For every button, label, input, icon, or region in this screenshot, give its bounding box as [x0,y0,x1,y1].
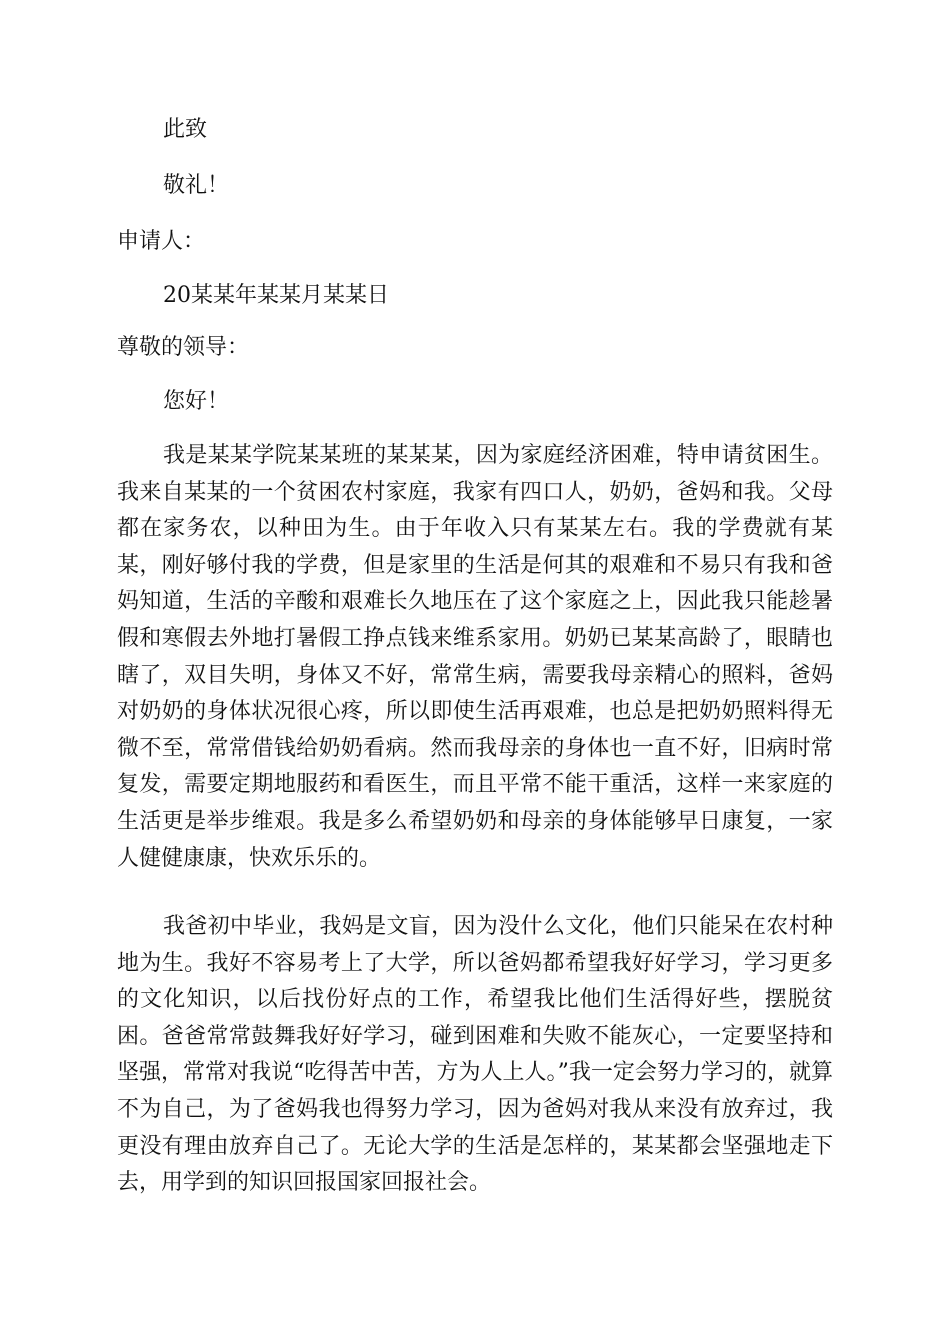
salutation: 尊敬的领导： [117,335,250,360]
applicant-label: 申请人： [117,229,206,254]
closing-line-1: 此致 [163,117,208,142]
closing-line-2: 敬礼！ [163,173,230,198]
date-line: 20某某年某某月某某日 [163,283,389,308]
body-paragraph-2: 我爸初中毕业，我妈是文盲，因为没什么文化，他们只能呆在农村种地为生。我好不容易考上了大学，所以爸妈都希望我好好学习，学习更多的文化知识，以后找份好点的工作，希望我比他们生活得好些，摆脱贫困。爸爸常常鼓舞我好好学习，碰到困难和失败不能灰心，一定要坚持和坚强，常常对我说“吃得苦中苦，方为人上人。”我一定会努力学习的，就算不为自己，为了爸妈我也得努力学习，因为爸妈对我从来没有放弃过，我更没有理由放弃自己了。无论大学的生活是怎样的，某某都会坚强地走下去，用学到的知识回报国家回报社会。 [117,914,833,1196]
greeting: 您好！ [163,389,230,414]
body-paragraph-1: 我是某某学院某某班的某某某，因为家庭经济困难，特申请贫困生。我来自某某的一个贫困农村家庭，我家有四口人，奶奶，爸妈和我。父母都在家务农，以种田为生。由于年收入只有某某左右。我的学费就有某某，刚好够付我的学费，但是家里的生活是何其的艰难和不易只有我和爸妈知道，生活的辛酸和艰难长久地压在了这个家庭之上，因此我只能趁暑假和寒假去外地打暑假工挣点钱来维系家用。奶奶已某某高龄了，眼睛也瞎了，双目失明，身体又不好，常常生病，需要我母亲精心的照料，爸妈对奶奶的身体状况很心疼，所以即使生活再艰难，也总是把奶奶照料得无微不至，常常借钱给奶奶看病。然而我母亲的身体也一直不好，旧病时常复发，需要定期地服药和看医生，而且平常不能干重活，这样一来家庭的生活更是举步维艰。我是多么希望奶奶和母亲的身体能够早日康复，一家人健健康康，快欢乐乐的。 [117,443,833,871]
